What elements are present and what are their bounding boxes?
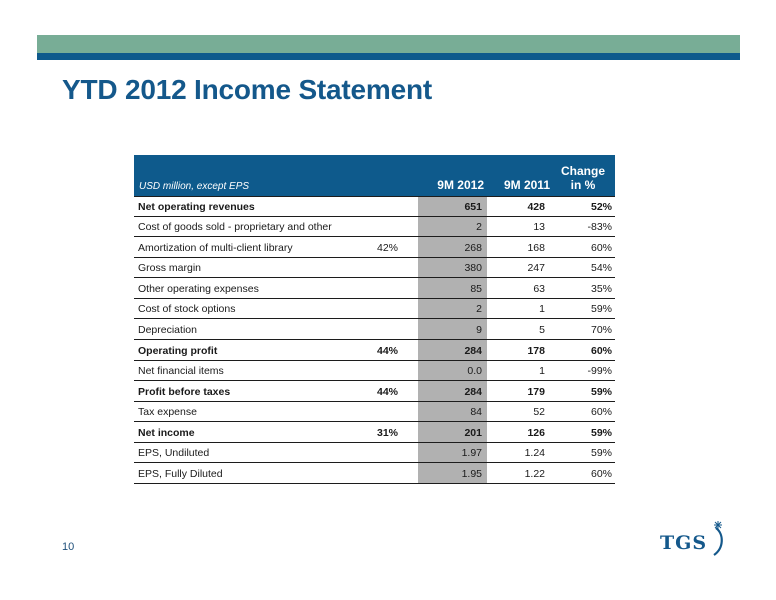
row-label: Other operating expenses (138, 282, 259, 295)
logo-text: TGS (660, 532, 708, 554)
table-row (134, 299, 615, 320)
row-value-9m-2011: 52 (533, 406, 545, 419)
row-label: Net operating revenues (138, 200, 255, 213)
row-value-9m-2011: 1 (539, 365, 545, 378)
row-value-9m-2011: 63 (533, 282, 545, 295)
row-value-9m-2011: 168 (527, 241, 545, 254)
row-value-9m-2011: 247 (527, 262, 545, 275)
table-body (134, 196, 615, 484)
row-change-percent: 60% (590, 344, 612, 357)
row-change-percent: 54% (590, 262, 612, 275)
table-row (134, 237, 615, 258)
row-change-percent: 60% (590, 241, 612, 254)
table-row (134, 463, 615, 484)
row-change-percent: 60% (590, 467, 612, 480)
table-row (134, 381, 615, 402)
row-value-9m-2012: 284 (464, 385, 482, 398)
row-change-percent: -99% (587, 365, 612, 378)
row-value-9m-2012: 84 (470, 406, 482, 419)
row-margin-percent: 44% (376, 344, 398, 357)
row-value-9m-2012: 651 (464, 200, 482, 213)
row-value-9m-2012: 201 (464, 426, 482, 439)
table-row (134, 340, 615, 361)
table-row (134, 258, 615, 279)
unit-label: USD million, except EPS (139, 181, 250, 192)
row-value-9m-2011: 178 (527, 344, 545, 357)
row-change-percent: 35% (590, 282, 612, 295)
header-band-green (37, 35, 740, 53)
row-value-9m-2012: 2 (476, 221, 482, 234)
table-row (134, 319, 615, 340)
table-row (134, 217, 615, 238)
page-number: 10 (62, 541, 75, 553)
header-band-blue (37, 53, 740, 60)
row-label: Depreciation (138, 323, 197, 336)
row-label: Amortization of multi-client library (138, 241, 293, 254)
row-margin-percent: 44% (376, 385, 398, 398)
col-header-change (554, 164, 612, 192)
row-value-9m-2012: 0.0 (467, 365, 482, 378)
table-row (134, 402, 615, 423)
col-header-change-line2: in % (570, 178, 596, 192)
row-label: Gross margin (138, 262, 202, 275)
row-change-percent: 59% (590, 303, 612, 316)
row-change-percent: 52% (590, 200, 612, 213)
row-value-9m-2011: 5 (539, 323, 545, 336)
table-header (134, 155, 615, 196)
row-value-9m-2012: 85 (470, 282, 482, 295)
col-header-change-line1: Change (560, 164, 605, 178)
row-label: Cost of stock options (138, 303, 236, 316)
row-change-percent: 59% (590, 447, 612, 460)
row-value-9m-2012: 380 (464, 262, 482, 275)
row-value-9m-2012: 284 (464, 344, 482, 357)
table-row (134, 361, 615, 382)
row-change-percent: 59% (590, 385, 612, 398)
row-margin-percent: 31% (376, 426, 398, 439)
row-label: EPS, Undiluted (138, 447, 210, 460)
row-value-9m-2012: 1.95 (461, 467, 482, 480)
row-label: Tax expense (138, 406, 197, 419)
row-change-percent: 60% (590, 406, 612, 419)
row-change-percent: -83% (587, 221, 612, 234)
row-label: Cost of goods sold - proprietary and other (138, 221, 332, 234)
table-row (134, 422, 615, 443)
row-value-9m-2011: 126 (527, 426, 545, 439)
row-label: Net income (138, 426, 195, 439)
row-value-9m-2012: 1.97 (461, 447, 482, 460)
col-header-9m-2011: 9M 2011 (503, 178, 550, 192)
income-statement-table (134, 155, 615, 484)
tgs-logo (658, 518, 730, 560)
col-header-9m-2012: 9M 2012 (437, 178, 484, 192)
row-label: Net financial items (138, 365, 224, 378)
row-value-9m-2011: 1.24 (524, 447, 545, 460)
table-row (134, 443, 615, 464)
row-margin-percent: 42% (376, 241, 398, 254)
row-value-9m-2011: 179 (527, 385, 545, 398)
slide-title: YTD 2012 Income Statement (62, 74, 433, 105)
table-row (134, 196, 615, 217)
row-value-9m-2012: 9 (476, 323, 482, 336)
row-value-9m-2011: 13 (533, 221, 545, 234)
row-value-9m-2011: 428 (527, 200, 545, 213)
row-change-percent: 70% (590, 323, 612, 336)
row-label: Profit before taxes (138, 385, 231, 398)
row-value-9m-2011: 1 (539, 303, 545, 316)
row-value-9m-2012: 268 (464, 241, 482, 254)
row-change-percent: 59% (590, 426, 612, 439)
row-label: EPS, Fully Diluted (138, 467, 223, 480)
row-value-9m-2012: 2 (476, 303, 482, 316)
row-value-9m-2011: 1.22 (524, 467, 545, 480)
table-row (134, 278, 615, 299)
row-label: Operating profit (138, 344, 218, 357)
